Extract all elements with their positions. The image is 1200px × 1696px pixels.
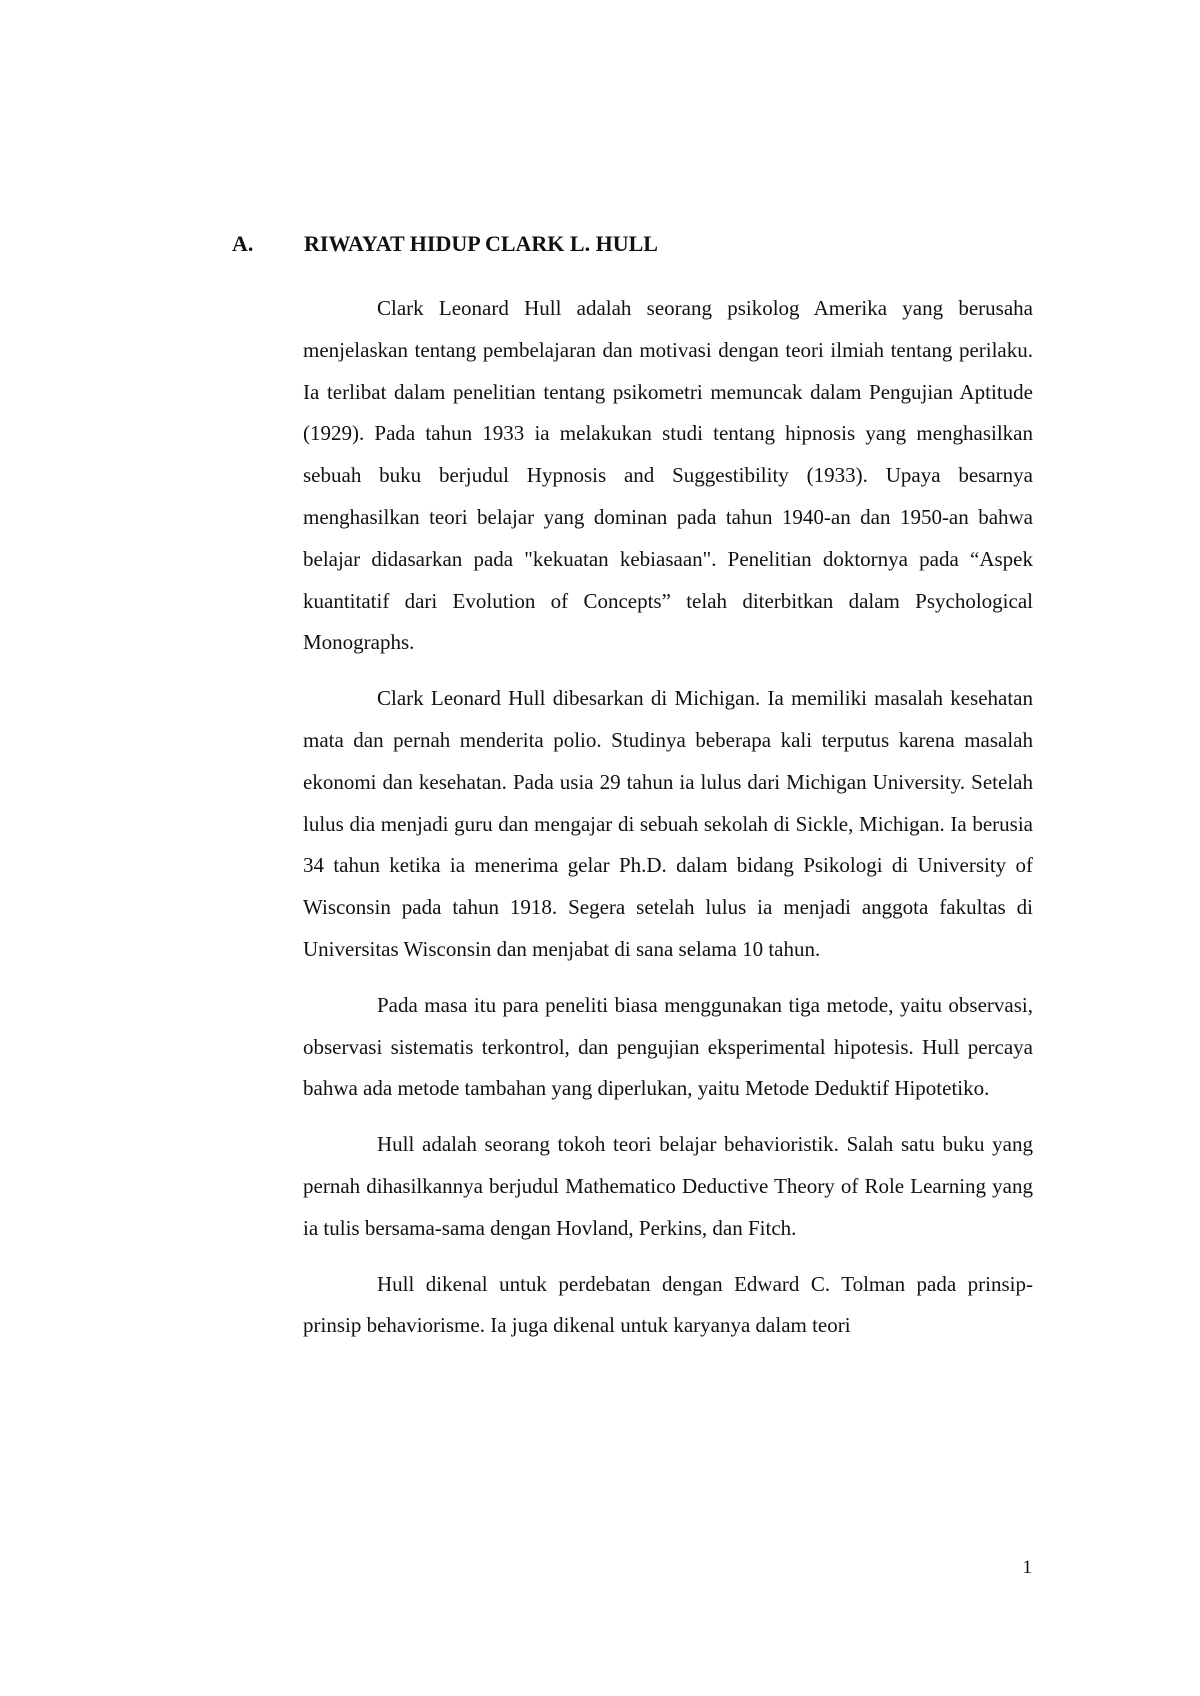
paragraph-early-life: Clark Leonard Hull dibesarkan di Michigan. Ia memiliki masalah kesehatan mata dan pernah menderita polio. Studinya beberapa kali terputus karena masalah ekonomi dan kesehatan. Pada usia 29 tahun ia lulus dari Michigan University. Setelah lulus dia menjadi guru dan mengajar di sebuah sekolah di Sickle, Michigan. Ia berusia 34 tahun ketika ia menerima gelar Ph.D. dalam bidang Psikologi di University of Wisconsin pada tahun 1918. Segera setelah lulus ia menjadi anggota fakultas di Universitas Wisconsin dan menjabat di sana selama 10 tahun. bbox=[303, 686, 1033, 961]
page-number: 1 bbox=[1022, 1557, 1032, 1578]
section-letter: A. bbox=[232, 231, 254, 256]
section-heading bbox=[232, 230, 1032, 258]
body-text bbox=[303, 288, 1033, 1361]
paragraph-behaviorism: Hull adalah seorang tokoh teori belajar behavioristik. Salah satu buku yang pernah dihasilkannya berjudul Mathematico Deductive Theory of Role Learning yang ia tulis bersama-sama dengan Hovland, Perkins, dan Fitch. bbox=[303, 1132, 1033, 1240]
paragraph-methods: Pada masa itu para peneliti biasa menggunakan tiga metode, yaitu observasi, observasi sistematis terkontrol, dan pengujian eksperimental hipotesis. Hull percaya bahwa ada metode tambahan yang diperlukan, yaitu Metode Deduktif Hipotetiko. bbox=[303, 992, 1033, 1101]
paragraph-tolman-debate: Hull dikenal untuk perdebatan dengan Edward C. Tolman pada prinsip-prinsip behaviorisme. Ia juga dikenal untuk karyanya dalam teori bbox=[303, 1271, 1033, 1338]
section-title: RIWAYAT HIDUP CLARK L. HULL bbox=[304, 231, 658, 256]
paragraph-biography-intro: Clark Leonard Hull adalah seorang psikolog Amerika yang berusaha menjelaskan tentang pembelajaran dan motivasi dengan teori ilmiah tentang perilaku. Ia terlibat dalam penelitian tentang psikometri memuncak dalam Pengujian Aptitude (1929). Pada tahun 1933 ia melakukan studi tentang hipnosis yang menghasilkan sebuah buku berjudul Hypnosis and Suggestibility (1933). Upaya besarnya menghasilkan teori belajar yang dominan pada tahun 1940-an dan 1950-an bahwa belajar didasarkan pada "kekuatan kebiasaan". Penelitian doktornya pada “Aspek kuantitatif dari Evolution of Concepts” telah diterbitkan dalam Psychological Monographs. bbox=[303, 296, 1033, 655]
